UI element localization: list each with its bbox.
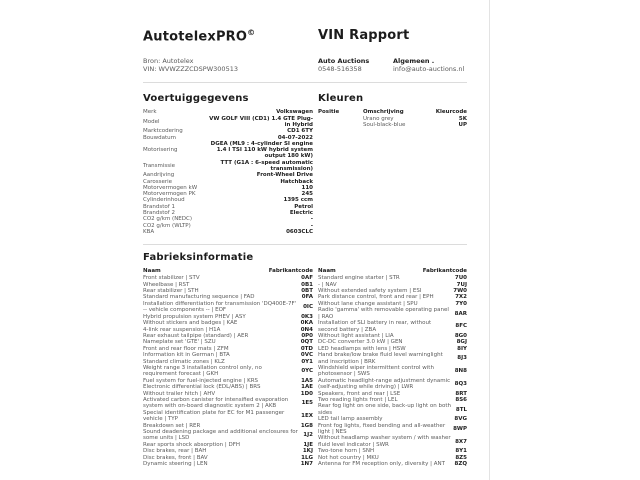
factory-row-naam: Two-tone horn | SNH — [318, 448, 375, 455]
factory-row-naam: Antenna for FM reception only, diversity | ANT — [318, 461, 445, 468]
factory-row-naam: Speakers, front and rear | LSE — [318, 390, 401, 397]
factory-row-naam: Dynamic steering | LEN — [143, 461, 208, 468]
factory-row-naam: Hand brake/low brake fluid level warninglight and inscription | BRK — [318, 352, 443, 365]
vehicle-row — [143, 141, 313, 160]
factory-row — [318, 378, 467, 391]
vehicle-row-value: 04-07-2022 — [277, 134, 313, 141]
factory-row-code: 7U0 — [454, 275, 467, 282]
factory-row — [318, 320, 467, 333]
factory-row-naam: Without extended safety system | ESI — [318, 288, 422, 295]
factory-row-code: 1JE — [303, 441, 313, 448]
color-row-positie — [318, 122, 363, 128]
factory-row-code: 8VG — [454, 416, 467, 423]
vehicle-row-label: Merk — [143, 109, 157, 116]
meta-source-block — [143, 57, 318, 73]
factory-row — [318, 352, 467, 365]
factory-row-naam: Rear exhaust tailpipe (standard) | AER — [143, 332, 249, 339]
factory-row — [143, 410, 313, 423]
factory-row-code: 0P0 — [301, 332, 313, 339]
factory-row-code: 0KA — [300, 320, 313, 327]
factory-row-naam: Front and rear floor mats | ZFM — [143, 345, 229, 352]
factory-header-code: Fabrikantcode — [268, 268, 313, 275]
vehicle-section-title: Voertuiggegevens — [143, 93, 249, 105]
factory-row — [143, 429, 313, 442]
factory-row-code: 0FA — [301, 294, 313, 301]
color-row-kleurcode: 5K — [458, 115, 467, 122]
report-meta — [143, 57, 467, 73]
vehicle-row-value: VW GOLF VIII (CD1) 1.4 GTE Plug-in Hybrid — [209, 115, 313, 128]
vehicle-row — [143, 116, 313, 129]
vehicle-row — [143, 229, 313, 235]
vehicle-row-label: Marktcodering — [143, 128, 183, 135]
report-content — [143, 28, 467, 467]
factory-columns — [143, 268, 467, 467]
vehicle-row-label: Brandstof 2 — [143, 210, 175, 217]
factory-row-code: 8GJ — [456, 339, 467, 346]
vehicle-row-label: CO2 g/km (NEDC) — [143, 216, 193, 223]
factory-row — [318, 435, 467, 448]
factory-row — [318, 423, 467, 436]
report-title: VIN Rapport — [318, 28, 410, 43]
factory-row-naam: Rear fog light on one side, back-up light on both sides — [318, 403, 451, 416]
factory-row-naam: Front fog lights, fixed bending and all-weather light | NES — [318, 422, 446, 436]
colors-header-kleurcode: Kleurcode — [435, 109, 467, 116]
vehicle-row-label: KBA — [143, 228, 155, 235]
factory-row-naam: Automatic headlight-range adjustment dynamic (self-adjusting while driving) | LWR — [318, 377, 451, 391]
factory-row — [143, 461, 313, 467]
factory-row-code: 0YC — [301, 368, 313, 375]
vehicle-row-label: Brandstof 1 — [143, 203, 175, 210]
factory-header-naam: Naam — [143, 268, 161, 275]
factory-row-code: 7UJ — [456, 281, 467, 288]
factory-row-code: 1A5 — [301, 377, 313, 384]
factory-row-naam: Without headlamp washer system / with washer fluid level indicator | SWR — [318, 435, 451, 448]
factory-row-code: 1EX — [301, 413, 313, 419]
factory-row-code: 0TD — [300, 345, 313, 352]
factory-row-code: 8Z5 — [455, 454, 467, 461]
factory-section — [143, 252, 467, 467]
factory-left-column — [143, 268, 313, 467]
factory-row-naam: Electronic differential lock (EDL/ABS) | BRS — [143, 384, 261, 391]
factory-section-title: Fabrieksinformatie — [143, 252, 254, 264]
meta-general-block — [393, 57, 467, 73]
factory-row-code: 7W0 — [453, 288, 467, 295]
vehicle-row-value: Hatchback — [280, 178, 313, 185]
vehicle-row-value: 0603CLC — [286, 228, 313, 235]
factory-row-code: 1E5 — [301, 400, 313, 407]
color-row — [318, 122, 467, 128]
vehicle-row-value: - — [310, 222, 313, 229]
factory-row-code: 7X2 — [455, 294, 467, 301]
colors-table — [318, 116, 467, 129]
color-row-kleurcode: UP — [458, 121, 467, 128]
factory-row-naam: Without light assistant | LIA — [318, 332, 394, 339]
factory-row-naam: Hybrid propulsion system PHEV | ASY — [143, 313, 246, 320]
factory-header-code: Fabrikantcode — [422, 268, 467, 275]
factory-right-table — [318, 275, 467, 467]
factory-row-naam: Sound deadening package and additional enclosures for some units | LSD — [143, 429, 298, 442]
factory-row-code: 0VC — [300, 352, 313, 359]
factory-row-code: 8G0 — [454, 332, 467, 339]
factory-row-naam: Windshield wiper intermittent control with photosensor | SWS — [318, 364, 434, 378]
factory-row-code: 8ZQ — [454, 461, 467, 468]
colors-section-title: Kleuren — [318, 93, 364, 105]
factory-row-code: 1LG — [301, 454, 313, 461]
factory-row-code: 8X7 — [455, 438, 467, 445]
factory-row-naam: Installation differentiation for transmission 'DQ400E-7F' -- vehicle components -- | EOF — [143, 300, 297, 314]
vehicle-row-value: Front-Wheel Drive — [256, 172, 313, 179]
factory-row-naam: Rear stabilizer | STH — [143, 288, 199, 295]
brand-name: AutotelexPRO — [143, 29, 248, 45]
vehicle-row-label: Carosserie — [143, 178, 173, 185]
vehicle-table — [143, 109, 313, 235]
vehicle-row-label: Transmissie — [143, 162, 176, 169]
vehicle-row — [143, 160, 313, 173]
vehicle-row-label: Motorvermogen kW — [143, 184, 198, 191]
factory-row-code: 8Q3 — [454, 380, 467, 387]
upper-sections — [143, 90, 467, 235]
vehicle-row-label: Model — [143, 118, 160, 125]
factory-row-naam: Standard manufacturing sequence | FAD — [143, 294, 255, 301]
factory-row-naam: Without lane change assistant | SPU — [318, 300, 418, 307]
vehicle-row-label: Bouwdatum — [143, 134, 176, 141]
report-header — [143, 28, 467, 44]
factory-row-naam: Special identification plate for EC for M1 passenger vehicle | TYP — [143, 409, 285, 423]
meta-bron: Bron: Autotelex — [143, 57, 194, 66]
factory-row-naam: Fuel system for fuel-injected engine | KRS — [143, 377, 259, 384]
factory-row-code: 8S6 — [455, 396, 467, 403]
factory-row-code: 0B1 — [301, 281, 313, 288]
factory-row-code: 8FC — [455, 323, 467, 330]
factory-row-code: 1AE — [301, 384, 313, 391]
factory-row-code: 1G8 — [300, 422, 313, 429]
color-row-omschrijving: Soul-black-blue — [363, 121, 406, 128]
divider-top — [143, 82, 467, 83]
factory-row-code: 0QT — [300, 339, 313, 346]
factory-row-naam: Front stabilizer | STV — [143, 275, 200, 282]
vehicle-row-value: Petrol — [294, 203, 313, 210]
factory-row-naam: LED headlamps with lens | HSW — [318, 345, 406, 352]
factory-row-code: 8TL — [455, 406, 467, 413]
vehicle-row-value: CD1 6TY — [287, 128, 313, 135]
factory-row — [143, 365, 313, 378]
factory-row-code: 0Y1 — [301, 358, 313, 365]
factory-row-naam: Standard climatic zones | KLZ — [143, 358, 225, 365]
factory-row-naam: Not hot country | MKU — [318, 454, 379, 461]
vehicle-row-value: DGEA (ML9 : 4-cylinder SI engine 1.4 l TSI 110 kW hybrid system output 180 kW) — [210, 140, 313, 160]
factory-row-code: 0IC — [303, 304, 313, 311]
factory-row-code: 0AF — [301, 275, 313, 282]
vehicle-row-label: Motorvermogen PK — [143, 191, 196, 198]
factory-row-code: 1N7 — [300, 461, 313, 468]
meta-company-phone: 0548-516358 — [318, 65, 362, 74]
factory-row-naam: Activated carbon canister for intensified evaporation system with on-board diagnostic system 2 | AKB — [143, 396, 289, 410]
factory-row-naam: Rear sports shock absorption | DFH — [143, 441, 241, 448]
meta-general-label: Algemeen . — [393, 57, 435, 66]
vehicle-row-label: Cylinderinhoud — [143, 197, 185, 204]
copyright-mark: © — [247, 28, 256, 37]
vehicle-row-value: 1395 ccm — [283, 197, 313, 204]
factory-row-naam: Wheelbase | RST — [143, 281, 190, 288]
meta-general-email: info@auto-auctions.nl — [393, 65, 465, 74]
factory-row-code: 7Y0 — [455, 300, 467, 307]
vehicle-row-value: TTT (G1A : 6-speed automatic transmission) — [220, 159, 313, 172]
factory-right-header — [318, 268, 467, 275]
factory-row-naam: Without trailer hitch | AHV — [143, 390, 216, 397]
factory-left-table — [143, 275, 313, 467]
factory-row-naam: Weight range 3 installation control only, no requirement forecast | GKH — [143, 364, 262, 378]
factory-row — [318, 365, 467, 378]
meta-vin: VIN: WVWZZZCDSPW300513 — [143, 65, 238, 74]
factory-row-code: 1D0 — [300, 390, 313, 397]
factory-row-naam: Two reading lights front | LEL — [318, 396, 398, 403]
vehicle-row-value: Volkswagen — [276, 109, 313, 116]
factory-row — [318, 461, 467, 467]
factory-row-naam: - | NAV — [318, 281, 337, 288]
factory-row-code: 0BT — [301, 288, 313, 295]
colors-section — [318, 90, 467, 235]
factory-row — [143, 397, 313, 410]
page-right-edge — [489, 0, 490, 480]
vehicle-row-value: - — [310, 216, 313, 223]
colors-header-positie: Positie — [318, 109, 340, 116]
vehicle-row-value: Electric — [289, 210, 313, 217]
factory-header-naam: Naam — [318, 268, 336, 275]
factory-row-code: 8IY — [457, 345, 467, 352]
factory-row-code: 8N8 — [454, 368, 467, 375]
factory-row-naam: Disc brakes, rear | BAH — [143, 448, 207, 455]
factory-row-code: 0N4 — [300, 326, 313, 333]
factory-left-header — [143, 268, 313, 275]
factory-row — [318, 307, 467, 320]
factory-row-naam: Park distance control, front and rear | EPH — [318, 294, 434, 301]
factory-row-code: 1KJ — [302, 448, 313, 455]
factory-row-naam: Disc brakes, front | BAV — [143, 454, 208, 461]
vehicle-row-label: CO2 g/km (WLTP) — [143, 222, 191, 229]
factory-row-naam: Breakdown set | RER — [143, 422, 201, 429]
vehicle-section — [143, 90, 313, 235]
factory-row-code: 8AR — [454, 310, 467, 317]
color-row-omschrijving: Urano grey — [363, 115, 394, 122]
factory-row-naam: Nameplate set 'GTE' | SZU — [143, 339, 216, 346]
factory-row-code: 8RT — [455, 390, 467, 397]
factory-row-naam: 4-link rear suspension | H1A — [143, 326, 221, 333]
factory-row-code: 8J3 — [457, 355, 467, 362]
vehicle-row-label: Motorisering — [143, 147, 178, 154]
factory-row-code: 8WP — [453, 425, 467, 432]
vehicle-row-label: Aandrijving — [143, 172, 175, 179]
factory-row-naam: Without stickers and badges | KAE — [143, 320, 238, 327]
factory-right-column — [318, 268, 467, 467]
divider-middle — [143, 244, 467, 245]
factory-row-code: 1J2 — [303, 432, 313, 439]
factory-row-naam: Radio 'gamma' with removable operating panel | RAO — [318, 307, 449, 320]
vehicle-row-value: 110 — [301, 184, 313, 191]
factory-row-naam: LED tail lamp assembly — [318, 416, 383, 423]
vehicle-row-value: 245 — [301, 191, 313, 198]
factory-row-code: 8Y1 — [455, 448, 467, 455]
factory-row-naam: Standard engine starter | STR — [318, 275, 400, 282]
factory-row-naam: Installation of SLI battery in rear, without second battery | ZBA — [318, 320, 432, 333]
meta-company-name: Auto Auctions — [318, 57, 370, 66]
colors-header-omschrijving: Omschrijving — [363, 109, 404, 116]
factory-row-naam: Information kit in German | BTA — [143, 352, 230, 359]
factory-row — [143, 301, 313, 314]
factory-row — [318, 403, 467, 416]
brand-logo-text — [143, 28, 318, 44]
factory-row-naam: DC-DC converter 3.0 kW | GEN — [318, 339, 403, 346]
factory-row-code: 0K3 — [301, 313, 313, 320]
meta-company-block — [318, 57, 393, 73]
